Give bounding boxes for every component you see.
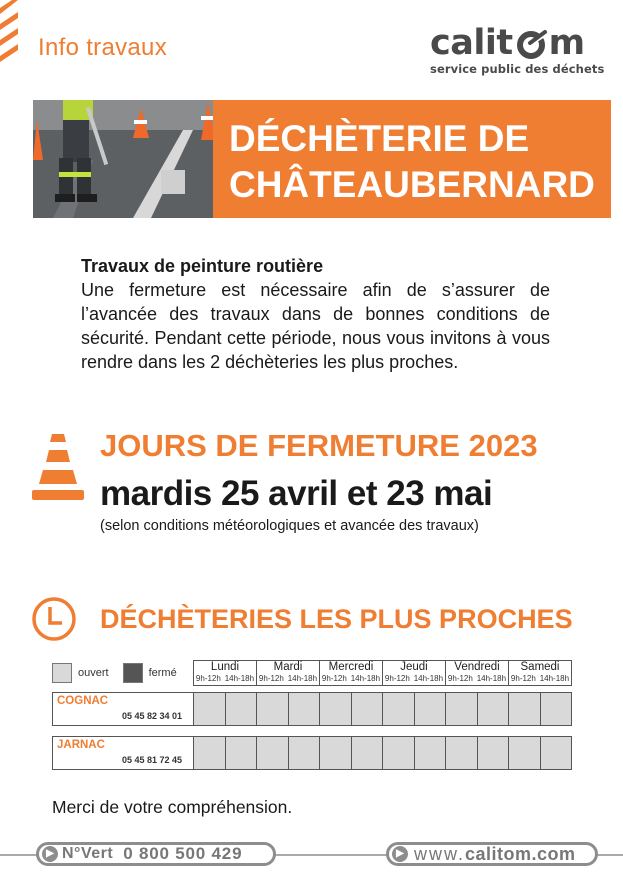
schedule-slot	[194, 737, 226, 769]
calitom-logo	[430, 23, 605, 76]
schedule-slot	[478, 737, 510, 769]
thanks-text: Merci de votre compréhension.	[52, 797, 293, 817]
day-name: Mercredi	[328, 661, 374, 673]
schedule-slot	[320, 693, 352, 725]
slot-morning: 9h-12h	[384, 674, 410, 683]
schedule-slot	[352, 693, 384, 725]
schedule-slot	[415, 737, 447, 769]
intro-heading: Travaux de peinture routière	[81, 256, 324, 276]
schedule-slot	[383, 693, 415, 725]
slot-afternoon: 14h-18h	[287, 674, 318, 683]
schedule-slot	[257, 737, 289, 769]
schedule-slot	[541, 737, 572, 769]
day-column	[194, 661, 257, 685]
day-column	[383, 661, 446, 685]
day-name: Vendredi	[454, 661, 500, 673]
arrow-right-icon: ▶	[392, 846, 408, 862]
site-row-jarnac	[52, 736, 572, 770]
intro-body: Une fermeture est nécessaire afin de s’assurer de l’avancée des travaux dans de bonnes conditions de sécurité. Pendant cette période, nous vous invitons à vous rendre dans les 2 déchèteries les plus proches.	[81, 280, 550, 372]
schedule-slot	[226, 737, 258, 769]
schedule-slot	[446, 737, 478, 769]
slot-morning: 9h-12h	[258, 674, 284, 683]
logo-text-start: calit	[430, 23, 513, 63]
schedule-slot	[289, 737, 321, 769]
traffic-cone-icon	[30, 432, 86, 502]
slot-afternoon: 14h-18h	[350, 674, 381, 683]
site-phone: 05 45 82 34 01	[122, 711, 183, 721]
green-number-badge[interactable]	[36, 842, 276, 866]
schedule-slot	[194, 693, 226, 725]
days-header	[193, 660, 572, 686]
logo-o-icon	[514, 26, 548, 60]
schedule-slot	[478, 693, 510, 725]
green-number: 0 800 500 429	[123, 844, 243, 863]
website-link[interactable]	[386, 842, 598, 866]
site-name: COGNAC	[57, 695, 109, 707]
arrow-right-icon: ▶	[42, 846, 58, 862]
banner-title-line2: CHÂTEAUBERNARD	[229, 164, 595, 205]
closure-dates: mardis 25 avril et 23 mai	[100, 474, 493, 513]
slot-morning: 9h-12h	[321, 674, 347, 683]
legend-open-label: ouvert	[78, 667, 109, 679]
schedule-slot	[289, 693, 321, 725]
banner-title-line1: DÉCHÈTERIE DE	[229, 118, 530, 159]
logo-tagline: service public des déchets	[430, 62, 605, 76]
green-number-label: N°Vert	[62, 845, 114, 862]
intro-text	[81, 254, 550, 374]
schedule-slot	[383, 737, 415, 769]
site-phone: 05 45 81 72 45	[122, 755, 183, 765]
slot-afternoon: 14h-18h	[539, 674, 570, 683]
site-row-cognac	[52, 692, 572, 726]
schedule-slot	[509, 693, 541, 725]
slot-morning: 9h-12h	[510, 674, 536, 683]
road-work-photo	[33, 100, 213, 218]
slot-afternoon: 14h-18h	[224, 674, 255, 683]
hazard-stripes	[0, 0, 18, 70]
nearby-title: DÉCHÈTERIES LES PLUS PROCHES	[100, 604, 573, 634]
site-name: JARNAC	[57, 739, 105, 751]
website-prefix: www.	[414, 843, 466, 864]
day-name: Samedi	[520, 661, 560, 673]
day-column	[446, 661, 509, 685]
website-domain: calitom.com	[465, 843, 576, 864]
schedule-slot	[257, 693, 289, 725]
legend-closed-label: fermé	[148, 667, 177, 679]
day-column	[257, 661, 320, 685]
schedule-slot	[509, 737, 541, 769]
clock-icon	[30, 595, 78, 643]
slot-afternoon: 14h-18h	[476, 674, 507, 683]
slot-morning: 9h-12h	[195, 674, 221, 683]
closure-title: JOURS DE FERMETURE 2023	[100, 428, 538, 463]
schedule-slot	[320, 737, 352, 769]
slot-morning: 9h-12h	[447, 674, 473, 683]
logo-text-end: m	[548, 23, 585, 63]
schedule-slot	[415, 693, 447, 725]
day-name: Lundi	[210, 661, 240, 673]
schedule-slot	[226, 693, 258, 725]
schedule-slot	[446, 693, 478, 725]
schedule-legend	[52, 662, 177, 684]
closure-note: (selon conditions météorologiques et avancée des travaux)	[100, 518, 479, 534]
legend-open-swatch	[52, 663, 72, 683]
slot-afternoon: 14h-18h	[413, 674, 444, 683]
day-column	[320, 661, 383, 685]
info-travaux-label: Info travaux	[38, 34, 168, 61]
schedule-slot	[352, 737, 384, 769]
day-name: Mardi	[273, 661, 303, 673]
banner-title	[213, 100, 611, 218]
schedule-slot	[541, 693, 572, 725]
legend-closed-swatch	[123, 663, 143, 683]
day-column	[509, 661, 571, 685]
day-name: Jeudi	[400, 661, 428, 673]
